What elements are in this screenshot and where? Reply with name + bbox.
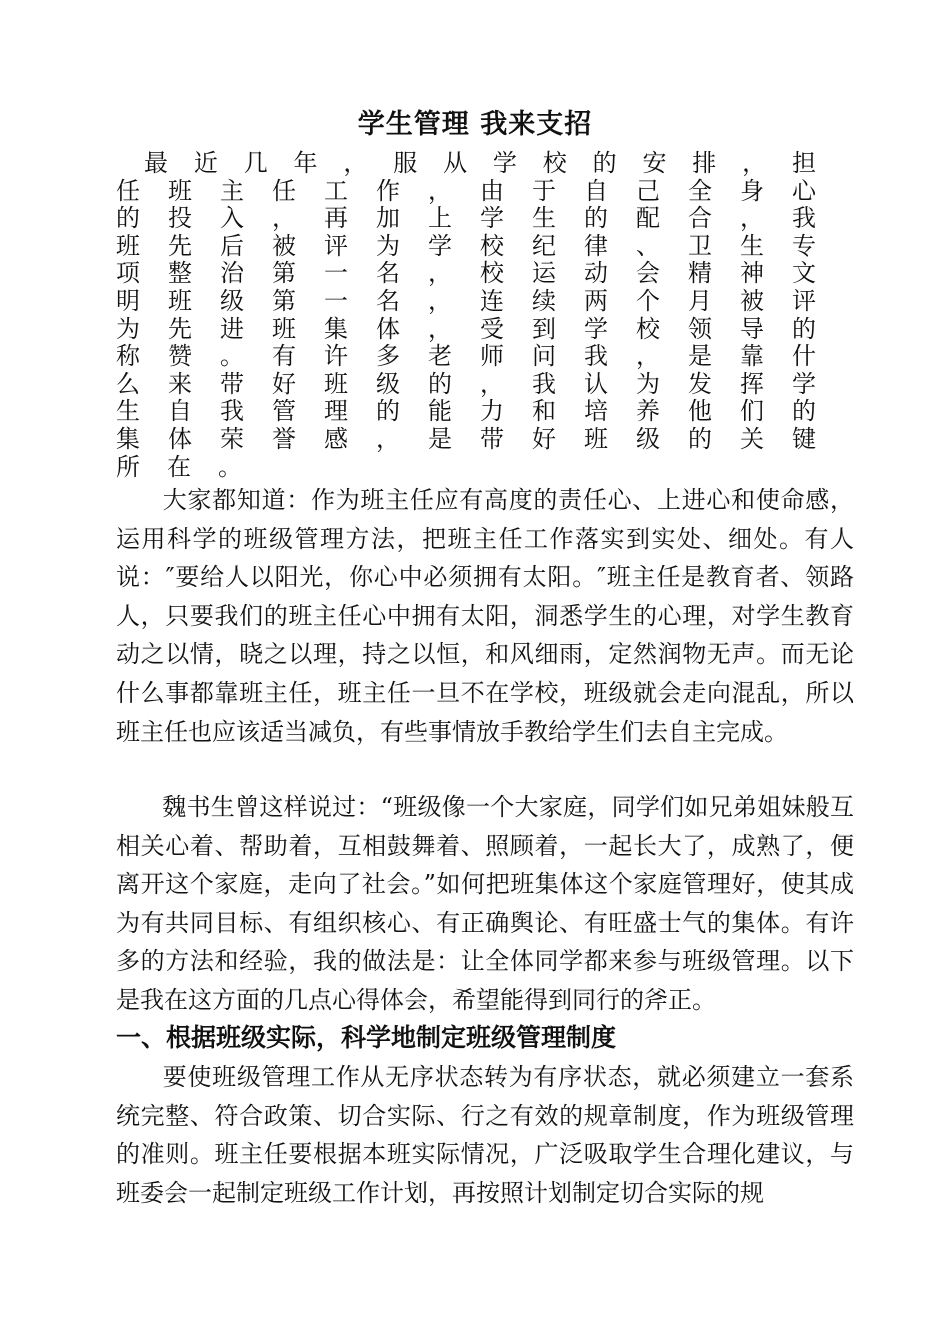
intro-line: 明班级第一名，连续两个月被评 bbox=[116, 286, 816, 315]
body-paragraph bbox=[116, 788, 854, 1020]
intro-line: 任班主任工作，由于自己全身心 bbox=[116, 176, 816, 205]
document-title: 学生管理 我来支招 bbox=[357, 109, 593, 140]
section-heading: 一、根据班级实际，科学地制定班级管理制度 bbox=[116, 1023, 617, 1052]
body-paragraph bbox=[116, 481, 854, 751]
intro-line: 生自我管理的能力和培养他们的 bbox=[116, 397, 816, 426]
intro-line: 最近几年，服从学校的安排，担 bbox=[144, 149, 816, 177]
body-paragraph bbox=[116, 1058, 854, 1212]
intro-line: 所在。 bbox=[116, 452, 269, 481]
intro-line: 称赞。有许多老师问我，是靠什 bbox=[116, 342, 816, 371]
intro-line: 的投入，再加上学生的配合，我 bbox=[116, 204, 816, 233]
intro-line: 班先后被评为学校纪律、卫生专 bbox=[116, 231, 816, 260]
intro-line: 项整治第一名，校运动会精神文 bbox=[116, 259, 816, 288]
paragraph-text: 大家都知道：作为班主任应有高度的责任心、上进心和使命感，运用科学的班级管理方法，把班主任工作落实到实处、细处。有人说：″要给人以阳光，你心中必须拥有太阳。″班主任是教育者、领路人，只要我们的班主任心中拥有太阳，洞悉学生的心理，对学生教育动之以情，晓之以理，持之以恒，和风细雨，定然润物无声。而无论什么事都靠班主任，班主任一旦不在学校，班级就会走向混乱，所以班主任也应该适当减负，有些事情放手教给学生们去自主完成。 bbox=[116, 486, 854, 746]
paragraph-text: 魏书生曾这样说过：“班级像一个大家庭，同学们如兄弟姐妹般互相关心着、帮助着，互相鼓舞着、照顾着，一起长大了，成熟了，便离开这个家庭，走向了社会。”如何把班集体这个家庭管理好，使其成为有共同目标、有组织核心、有正确舆论、有旺盛士气的集体。有许多的方法和经验，我的做法是：让全体同学都来参与班级管理。以下是我在这方面的几点心得体会，希望能得到同行的斧正。 bbox=[116, 793, 854, 1014]
intro-line: 为先进班集体，受到学校领导的 bbox=[116, 314, 816, 343]
intro-line: 么来带好班级的，我认为发挥学 bbox=[116, 369, 816, 398]
intro-paragraph bbox=[116, 150, 816, 481]
paragraph-text: 要使班级管理工作从无序状态转为有序状态，就必须建立一套系统完整、符合政策、切合实际、行之有效的规章制度，作为班级管理的准则。班主任要根据本班实际情况，广泛吸取学生合理化建议，与班委会一起制定班级工作计划，再按照计划制定切合实际的规 bbox=[116, 1063, 854, 1207]
intro-line: 集体荣誉感，是带好班级的关键 bbox=[116, 424, 816, 453]
